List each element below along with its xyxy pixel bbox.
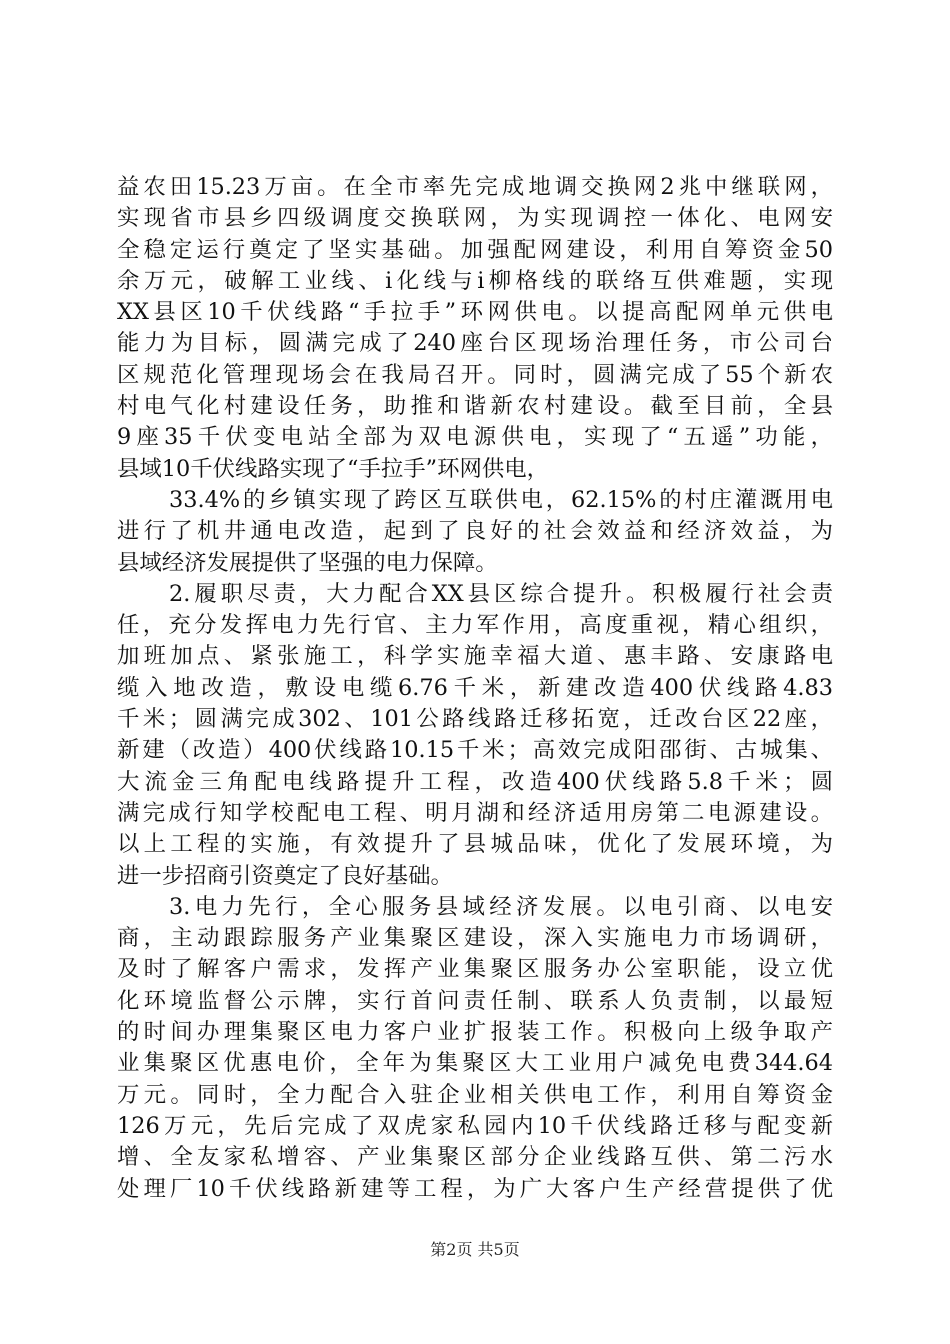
text-line: 126万元，先后完成了双虎家私园内10千伏线路迁移与配变新	[117, 1112, 833, 1139]
text-line: 缆入地改造，敷设电缆6.76千米，新建改造400伏线路4.83	[117, 674, 833, 701]
body-text	[117, 172, 833, 1205]
text-line: 33.4%的乡镇实现了跨区互联供电，62.15%的村庄灌溉用电	[169, 486, 833, 513]
text-line: 余万元，破解工业线、i化线与i柳格线的联络互供难题，实现	[117, 267, 833, 294]
text-line: 的时间办理集聚区电力客户业扩报装工作。积极向上级争取产	[117, 1019, 833, 1046]
text-line: 增、全友家私增容、产业集聚区部分企业线路互供、第二污水	[117, 1144, 833, 1171]
text-line: 区规范化管理现场会在我局召开。同时，圆满完成了55个新农	[117, 361, 833, 388]
text-line: 新建（改造）400伏线路10.15千米；高效完成阳邵街、古城集、	[117, 737, 833, 764]
text-line: 能力为目标，圆满完成了240座台区现场治理任务，市公司台	[117, 330, 833, 357]
page-footer: 第2页 共5页	[430, 1240, 520, 1259]
text-line: 千米；圆满完成302、101公路线路迁移拓宽，迁改台区22座，	[117, 706, 833, 733]
text-line: 及时了解客户需求，发挥产业集聚区服务办公室职能，设立优	[117, 956, 833, 983]
text-line: 商，主动跟踪服务产业集聚区建设，深入实施电力市场调研，	[117, 925, 833, 952]
text-line: 村电气化村建设任务，助推和谐新农村建设。截至目前，全县	[117, 393, 833, 420]
text-line: 实现省市县乡四级调度交换联网，为实现调控一体化、电网安	[117, 205, 833, 232]
text-line: 进行了机井通电改造，起到了良好的社会效益和经济效益，为	[117, 518, 833, 545]
text-line: 进一步招商引资奠定了良好基础。	[117, 862, 453, 889]
text-line: 加班加点、紧张施工，科学实施幸福大道、惠丰路、安康路电	[117, 643, 833, 670]
text-line: XX县区10千伏线路“手拉手”环网供电。以提高配网单元供电	[117, 299, 833, 326]
text-line: 全稳定运行奠定了坚实基础。加强配网建设，利用自筹资金50	[117, 236, 833, 263]
text-line: 益农田15.23万亩。在全市率先完成地调交换网2兆中继联网，	[117, 174, 833, 200]
text-line: 县域经济发展提供了坚强的电力保障。	[117, 549, 498, 576]
text-line: 以上工程的实施，有效提升了县城品味，优化了发展环境，为	[117, 831, 833, 858]
text-line: 万元。同时，全力配合入驻企业相关供电工作，利用自筹资金	[117, 1081, 833, 1108]
text-line: 3.电力先行，全心服务县域经济发展。以电引商、以电安	[169, 893, 833, 920]
text-line: 满完成行知学校配电工程、明月湖和经济适用房第二电源建设。	[117, 799, 833, 826]
text-line: 处理厂10千伏线路新建等工程，为广大客户生产经营提供了优	[117, 1175, 833, 1202]
text-line: 业集聚区优惠电价，全年为集聚区大工业用户减免电费344.64	[117, 1050, 833, 1077]
text-line: 任，充分发挥电力先行官、主力军作用，高度重视，精心组织，	[117, 612, 833, 639]
text-line: 9座35千伏变电站全部为双电源供电，实现了“五遥”功能，	[117, 424, 833, 451]
text-line: 大流金三角配电线路提升工程，改造400伏线路5.8千米；圆	[117, 768, 833, 795]
text-line: 化环境监督公示牌，实行首问责任制、联系人负责制，以最短	[117, 987, 833, 1014]
text-line: 2.履职尽责，大力配合XX县区综合提升。积极履行社会责	[169, 580, 833, 607]
text-line: 县域10千伏线路实现了“手拉手”环网供电，	[117, 455, 550, 482]
